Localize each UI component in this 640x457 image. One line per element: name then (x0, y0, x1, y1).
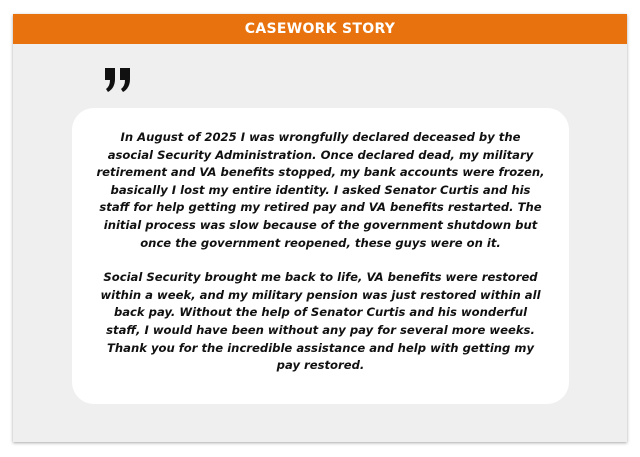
testimonial-paragraph-2: Social Security brought me back to life, VA benefits were restored within a week, and my military pension was just restored within all back pay. Without the help of Senator Curtis and his wonderful staff, I would have been without any pay for several more weeks. Thank you for the incredible assistance and help with getting my pay restored. (100, 270, 541, 373)
header-bar (13, 14, 627, 44)
quotation-mark-icon (103, 66, 133, 94)
testimonial-box (72, 108, 569, 404)
casework-story-card (13, 14, 627, 442)
header-title: CASEWORK STORY (244, 21, 396, 37)
testimonial-paragraph-1: In August of 2025 I was wrongfully declared deceased by the asocial Security Administration. Once declared dead, my military retirement and VA benefits stopped, my bank accounts were frozen, basically I lost my entire identity. I asked Senator Curtis and his staff for help getting my retired pay and VA benefits restarted. The initial process was slow because of the government shutdown but once the government reopened, these guys were on it. (96, 130, 545, 250)
